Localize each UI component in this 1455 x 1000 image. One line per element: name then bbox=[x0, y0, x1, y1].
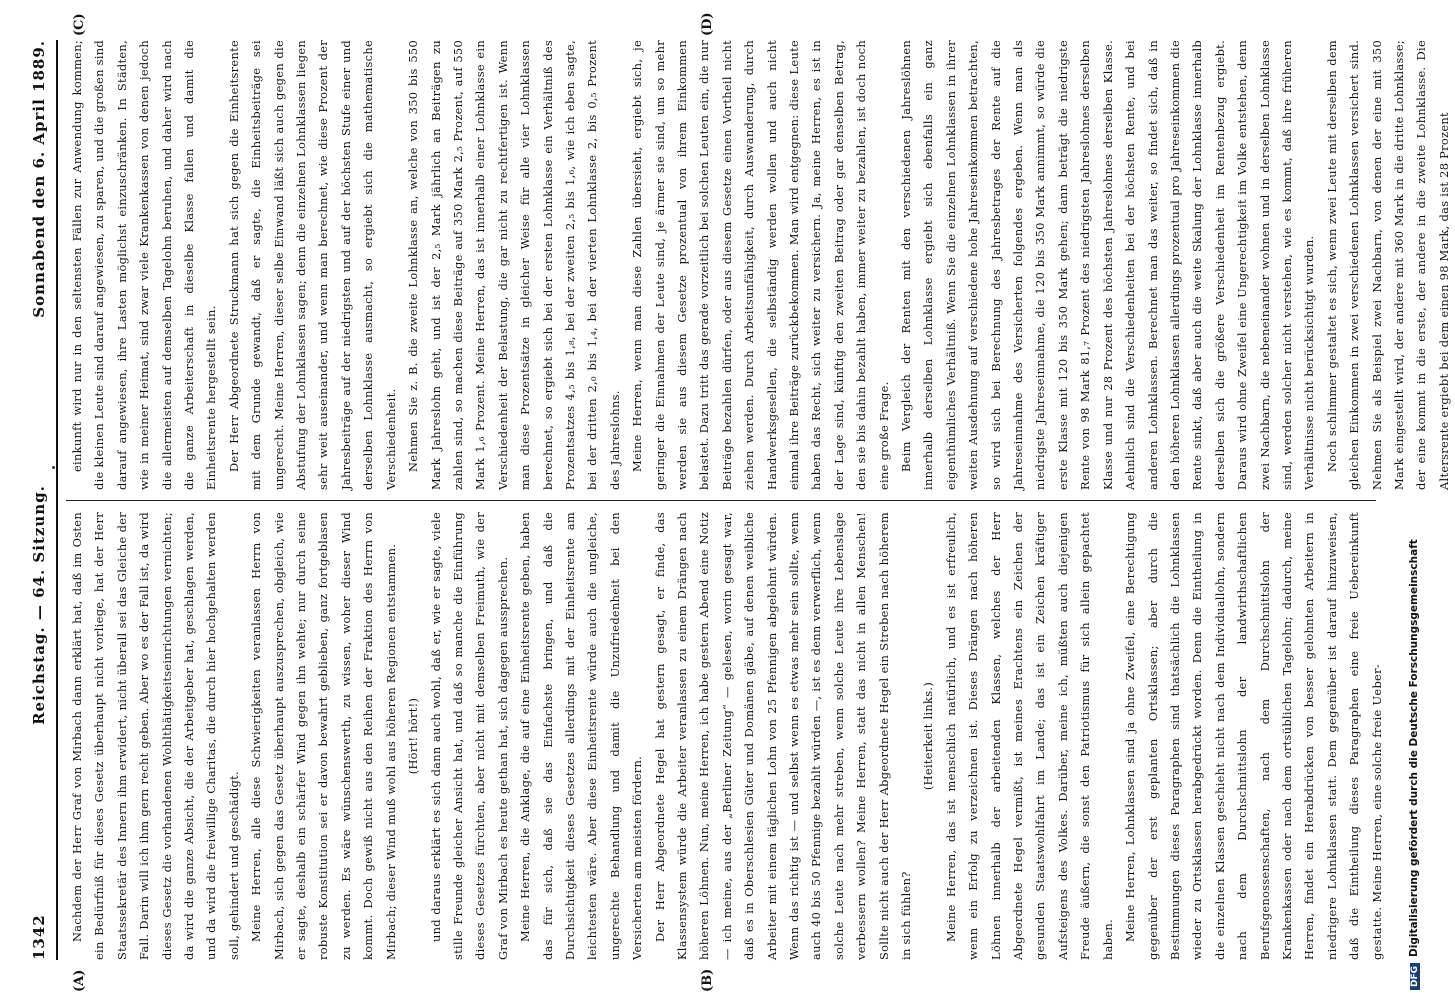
interjection: (Heiterkeit links.) bbox=[921, 681, 936, 791]
paragraph: Noch schlimmer gestaltet es sich, wenn zwei Leute mit derselben dem gleichen Einkommen in zwei verschiedenen Lohnklassen versichert sind. Nehmen Sie als Beispiel zwei Nachbarn, von denen der eine mit 350 Mark eingestellt wird, der andere mit 360 Mark in die dritte Lohnklasse; der eine kommt in die erste, der andere in die zweite Lohnklasse. Die Altersrente ergiebt bei dem einen 98 Mark, das ist 28 Prozent bbox=[1324, 40, 1451, 490]
paragraph: Meine Herren, das ist menschlich natürlich, und es ist erfreulich, wenn ein Erfolg zu verzeichnen ist. Dieses Drängen nach höheren Löhnen innerhalb der arbeitenden Klassen, welches der Herr Abgeordnete Hegel vermißt, ist meines Erachtens ein Zeichen der gesunden Staatswohlfahrt im Lande; das ist ein Zeichen kräftiger Aufsteigens des Volkes. Darüber, meine ich, müßten auch diejenigen Freude äußern, die sonst den Patriotismus für sich allein gepachtet haben. bbox=[943, 512, 1115, 960]
page-number: 1342 bbox=[30, 914, 48, 960]
header-rule bbox=[56, 40, 58, 960]
credit-text: Digitalisierung gefördert durch die Deutsche Forschungsgemeinschaft bbox=[1408, 539, 1420, 957]
margin-mark-a: (A) bbox=[72, 969, 87, 992]
header-title: Reichstag. — 64. Sitzung. bbox=[30, 485, 48, 725]
margin-mark-c: (C) bbox=[72, 13, 87, 36]
paragraph: Meine Herren, wenn man diese Zahlen übersieht, ergiebt sich, je geringer die Einnahmen der Leute sind, je ärmer sie sind, um so mehr werden sie aus diesem Gesetze prozentual von ihrem Einkommen belastet. Dazu tritt das gerade vorzeitlich bei solchen Leuten ein, die nur Beiträge bezahlen dürfen, oder aus diesem Gesetze einen Vortheil nicht ziehen werden. Durch Arbeitsunfähigkeit, durch Auswanderung, durch Handwerksgesellen, die selbständig werden wollen und auch nicht einmal ihre Beiträge zurückbekommen. Man wird entgegnen: diese Leute haben das Recht, sich weiter zu versichern. Ja, meine Herren, es ist in der Lage sind, künftig den zweiten Beitrag oder gar denselben Betrag, den sie bis dahin bezahlt haben, immer weiter zu bezahlen, ist doch noch eine große Frage. bbox=[630, 40, 891, 490]
paragraph: und daraus erklärt es sich dann auch wohl, daß er, wie er sagte, viele stille Freunde gleicher Ansicht hat, und daß so manche die Einführung dieses Gesetzes fürchten, aber nicht mit demselben Freimuth, wie der Graf von Mirbach es heute gethan hat, sich dagegen aussprechen. bbox=[428, 512, 510, 960]
paragraph: Der Herr Abgeordnete Struckmann hat sich gegen die Einheitsrente mit dem Grunde gewandt, daß er sagte, die Einheitsbeiträge sei ungerecht. Meine Herren, dieser selbe Einwand läßt sich auch gegen die Abstufung der Lohnklassen sagen; denn die einzelnen Lohnklassen liegen sehr weit auseinander, und wenn man berechnet, wie diese Prozent der Jahresbeiträge auf der niedrigsten und auf der höchsten Stufe einer und derselben Lohnklasse ausmacht, so ergiebt sich die mathematische Verschiedenheit. bbox=[226, 40, 398, 490]
margin-mark-b: (B) bbox=[700, 968, 715, 992]
page-header bbox=[30, 40, 52, 960]
dfg-logo: DFG bbox=[1410, 963, 1420, 990]
paragraph: Beim Vergleich der Renten mit den verschiedenen Jahreslöhnen innerhalb derselben Lohnklasse ergiebt sich ebenfalls ein ganz eigenthümliches Verhältniß. Wenn Sie die einzelnen Lohnklassen in ihrer weiten Ausdehnung auf verschiedene hohe Jahreseinkommen betrachten, so wird sich bei Berechnung des Jahresbetrages der Rente auf die Jahreseinnahme des Versicherten folgendes ergeben. Wenn man als niedrigste Jahreseinnahme, die 120 bis 350 Mark annimmt, so würde die erste Klasse mit 120 bis 350 Mark gehen; dann beträgt die niedrigste Rente von 98 Mark 81,₇ Prozent des niedrigsten Jahreslohnes derselben Klasse und nur 28 Prozent des höchsten Jahreslohnes derselben Klasse. Aehnlich sind die Verschiedenheiten bei der höchsten Rente, und bei anderen Lohnklassen. Berechnet man das weiter, so findet sich, daß in den höheren Lohnklassen allerdings prozentual pro Jahreseinkommen die Rente sinkt, daß aber auch die weite Skalung der Lohnklasse innerhalb derselben sich die größere Verschiedenheit im Rentenbezug ergiebt. Daraus wird ohne Zweifel eine Ungerechtigkeit im Volke entstehen, denn zwei Nachbarn, die nebeneinander wohnen und in derselben Lohnklasse sind, werden solcher nicht verstehen, wie es kommt, daß ihre früheren Verhältnisse nicht berücksichtigt wurden. bbox=[899, 40, 1317, 490]
paragraph: Der Herr Abgeordnete Hegel hat gestern gesagt, er finde, das Klassensystem würde die Arbeiter veranlassen zu einem Drängen nach höheren Löhnen. Nun, meine Herren, ich habe gestern Abend eine Notiz — ich meine, aus der „Berliner Zeitung“ — gelesen, worin gesagt war, daß es in Oberschlesien Güter und Domänen gäbe, auf denen weibliche Arbeiter mit einem täglichen Lohn von 25 Pfennigen abgelohnt würden. Wenn das richtig ist — und selbst wenn es etwas mehr sein sollte, wenn auch 40 bis 50 Pfennige bezahlt würden —, ist es denn verwerflich, wenn solche Leute nach mehr streben, wenn solche Leute ihre Lebenslage verbessern wollen? Meine Herren, statt das nicht in allen Menschen! Sollte nicht auch der Herr Abgeordnete Hegel ein Streben nach höherem in sich fühlen? bbox=[652, 512, 914, 960]
left-column bbox=[66, 512, 1388, 960]
paragraph: einkunft wird nur in den seltensten Fällen zur Anwendung kommen; die kleinen Leute sind darauf angewiesen, zu sparen, und die großen sind darauf angewiesen, ihre Lasten möglichst einzuschränken. In Städten, wie in meiner Heimat, sind zwar viele Krankenkassen von denen jedoch die allermeisten auf demselben Tagelohn beruhen, und daher wird nach die ganze Arbeiterschaft in dieselbe Klasse fallen und damit die Einheitsrente hergestellt sein. bbox=[70, 40, 219, 490]
margin-mark-d: (D) bbox=[700, 12, 715, 36]
column-divider bbox=[66, 500, 1376, 501]
paragraph: Meine Herren, Lohnklassen sind ja ohne Zweifel, eine Berechtigung gegenüber der erst geplanten Ortsklassen; aber durch die Bestimmungen dieses Paragraphen sind thatsächlich die Lohnklassen wieder zu Ortsklassen herabgedrückt worden. Denn die Eintheilung in die einzelnen Klassen geschieht nicht nach dem Individuallohn, sondern nach dem Durchschnittslohn der landwirthschaftlichen Berufsgenossenschaften, nach dem Durchschnittslohn der Krankenkassen oder nach dem ortsüblichen Tagelohn; dadurch, meine Herren, findet ein Herabdrücken von besser gelohnten Arbeitern in niedrigere Lohnklassen statt. Dem gegenüber ist darauf hinzuweisen, daß die Eintheilung dieses Paragraphen eine freie Uebereinkunft gestatte. Meine Herren, eine solche freie Ueber- bbox=[1123, 512, 1384, 960]
page-mark bbox=[52, 466, 55, 469]
digitization-credit bbox=[1408, 0, 1424, 990]
right-column bbox=[66, 40, 1455, 490]
paragraph: Nachdem der Herr Graf von Mirbach dann erklärt hat, daß im Osten ein Bedürfniß für dieses Gesetz überhaupt nicht vorliege, hat der Herr Staatssekretär des Innern ihm erwidert, nicht überall sei das Gleiche der Fall. Darin will ich ihm gern recht geben. Aber wo es der Fall ist, da wird dieses Gesetz die vorhandenen Wohlthätigkeitseinrichtungen vernichten; da wird die ganze Absicht, die der Arbeitgeber hat, geschlagen werden, und da wird die freiwillige Charitas, die durch hier hochgehalten werden soll, gehindert und geschädigt. bbox=[70, 512, 241, 960]
paragraph: Meine Herren, alle diese Schwierigkeiten veranlassen Herrn von Mirbach, sich gegen das Gesetz überhaupt auszusprechen, obgleich, wie er sagte, deshalb ein schärfer Wind gegen ihn wehte; nur durch seine robuste Konstitution sei er davon bewahrt geblieben, ganz fortgeblasen zu werden. Es wäre wünschenswerth, zu wissen, woher dieser Wind kommt. Doch gewiß nicht aus den Reihen der Fraktion des Herrn von Mirbach; dieser Wind muß wohl aus höheren Regionen entstammen. bbox=[249, 512, 398, 960]
interjection: (Hört! hört!) bbox=[406, 697, 421, 775]
paragraph: Nehmen Sie z. B. die zweite Lohnklasse an, welche von 350 bis 550 Mark Jahreslohn geht, und ist der 2,₅ Mark jährlich an Beiträgen zu zahlen sind, so machen diese Beiträge auf 350 Mark 2,₅ Prozent, auf 550 Mark 1,₆ Prozent. Meine Herren, das ist innerhalb einer Lohnklasse ein Verschiedenheit der Belastung, die gar nicht zu rechtfertigen ist. Wenn man diese Prozentsätze in gleicher Weise für alle vier Lohnklassen berechnet, so ergiebt sich bei der ersten Lohnklasse ein Verhältniß des Prozentsatzes 4,₅ bis 1,₈, bei der zweiten 2,₅ bis 1,₆, wie ich eben sagte, bei der dritten 2,₀ bis 1,₄, bei der vierten Lohnklasse 2, bis 0,₅ Prozent des Jahreslohns. bbox=[406, 40, 622, 490]
header-date: Sonnabend den 6. April 1889. bbox=[30, 40, 48, 318]
paragraph: Meine Herren, die Anklage, die auf eine Einheitsrente geben, haben das für sich, daß sie das Einfachste bringen, und daß die Durchsichtigkeit dieses Gesetzes allerdings mit der Einheitsrente am leichtesten wäre. Aber diese Einheitsrente würde auch die ungleiche, ungerechte Behandlung und damit die Unzufriedenheit bei den Versicherten am meisten fördern. bbox=[518, 512, 645, 960]
